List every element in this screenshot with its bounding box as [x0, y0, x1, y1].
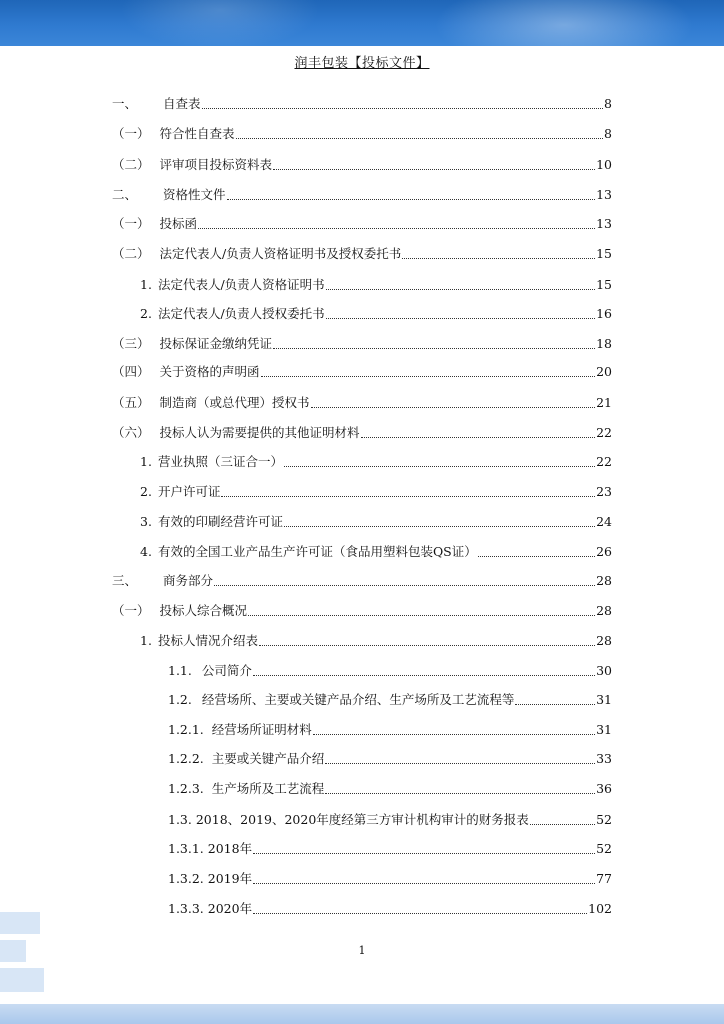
toc-entry-number: 1.2.3.: [168, 781, 204, 796]
toc-entry-number: 2.: [140, 306, 152, 321]
toc-entry-number: （五）: [112, 395, 150, 410]
toc-leader-dots: [284, 526, 595, 527]
toc-entry[interactable]: [140, 277, 612, 293]
toc-leader-dots: [253, 675, 595, 676]
toc-entry-page: 13: [596, 187, 612, 202]
toc-entry-title: 营业执照（三证合一）: [157, 454, 283, 469]
toc-entry-page: 15: [596, 246, 612, 261]
toc-entry-title: 2018、2019、2020年度经第三方审计机构审计的财务报表: [195, 812, 529, 827]
toc-entry-number: 1.2.2.: [168, 751, 204, 766]
toc-entry-number: 1.: [140, 277, 152, 292]
toc-entry[interactable]: [112, 216, 612, 232]
toc-entry-title: 投标人认为需要提供的其他证明材料: [159, 425, 360, 440]
toc-entry-number: 1.3.1.: [168, 841, 204, 856]
toc-entry-title: 经营场所证明材料: [211, 722, 312, 737]
toc-leader-dots: [325, 763, 595, 764]
toc-entry-number: （三）: [112, 336, 150, 351]
toc-entry-title: 符合性自查表: [159, 126, 235, 141]
toc-entry-page: 31: [596, 722, 612, 737]
toc-entry-number: 1.1.: [168, 663, 192, 678]
toc-entry-number: 1.2.1.: [168, 722, 204, 737]
toc-entry-title: 投标人情况介绍表: [157, 633, 258, 648]
toc-entry[interactable]: [168, 901, 612, 917]
toc-entry-page: 26: [596, 544, 612, 559]
toc-entry[interactable]: [168, 722, 612, 738]
toc-leader-dots: [402, 258, 595, 259]
toc-entry[interactable]: [112, 364, 612, 380]
toc-entry-page: 102: [588, 901, 612, 916]
toc-entry[interactable]: [112, 603, 612, 619]
toc-entry[interactable]: [168, 781, 612, 797]
toc-entry-title: 经营场所、主要或关键产品介绍、生产场所及工艺流程等: [201, 692, 515, 707]
toc-entry-number: 4.: [140, 544, 152, 559]
toc-entry-page: 28: [596, 603, 612, 618]
toc-entry-number: 1.3.2.: [168, 871, 204, 886]
toc-entry[interactable]: [140, 306, 612, 322]
toc-entry[interactable]: [112, 425, 612, 441]
toc-entry[interactable]: [112, 336, 612, 352]
toc-entry-number: （一）: [112, 126, 150, 141]
toc-entry-title: 投标人综合概况: [159, 603, 248, 618]
toc-entry-page: 33: [596, 751, 612, 766]
toc-leader-dots: [259, 645, 595, 646]
toc-entry-number: 3.: [140, 514, 152, 529]
toc-entry-title: 投标函: [159, 216, 198, 231]
toc-entry-number: （一）: [112, 603, 150, 618]
toc-entry-page: 77: [596, 871, 612, 886]
toc-entry[interactable]: [140, 454, 612, 470]
toc-entry[interactable]: [168, 812, 612, 828]
toc-entry-number: （二）: [112, 246, 150, 261]
toc-entry-title: 法定代表人/负责人资格证明书: [157, 277, 325, 292]
toc-leader-dots: [515, 704, 595, 705]
toc-entry-number: 2.: [140, 484, 152, 499]
toc-entry-title: 2019年: [207, 871, 253, 886]
toc-entry-number: 三、: [112, 573, 138, 588]
toc-entry[interactable]: [140, 484, 612, 500]
toc-entry-number: （四）: [112, 364, 150, 379]
toc-entry-number: 1.2.: [168, 692, 192, 707]
toc-leader-dots: [361, 437, 596, 438]
toc-entry-title: 主要或关键产品介绍: [211, 751, 325, 766]
toc-entry[interactable]: [112, 96, 612, 112]
toc-entry-page: 28: [596, 573, 612, 588]
toc-entry-page: 22: [596, 454, 612, 469]
toc-leader-dots: [221, 496, 595, 497]
toc-entry-title: 生产场所及工艺流程: [211, 781, 325, 796]
toc-leader-dots: [273, 348, 595, 349]
toc-entry[interactable]: [168, 663, 612, 679]
toc-entry[interactable]: [112, 157, 612, 173]
toc-entry-title: 开户许可证: [157, 484, 221, 499]
toc-entry-number: 二、: [112, 187, 138, 202]
toc-entry-title: 公司简介: [201, 663, 252, 678]
toc-entry[interactable]: [140, 633, 612, 649]
toc-entry-number: 一、: [112, 96, 138, 111]
footer-band: [0, 1004, 724, 1024]
toc-entry-page: 22: [596, 425, 612, 440]
toc-entry-number: （二）: [112, 157, 150, 172]
toc-leader-dots: [326, 289, 595, 290]
toc-entry-title: 制造商（或总代理）授权书: [159, 395, 310, 410]
toc-entry-page: 28: [596, 633, 612, 648]
toc-leader-dots: [236, 138, 604, 139]
toc-leader-dots: [530, 824, 595, 825]
toc-entry-title: 2018年: [207, 841, 253, 856]
toc-entry-title: 2020年: [207, 901, 253, 916]
toc-entry-page: 21: [596, 395, 612, 410]
toc-entry[interactable]: [168, 841, 612, 857]
toc-entry-title: 投标保证金缴纳凭证: [159, 336, 273, 351]
toc-entry-page: 52: [596, 812, 612, 827]
toc-entry-number: 1.: [140, 454, 152, 469]
toc-entry[interactable]: [112, 395, 612, 411]
toc-entry[interactable]: [168, 692, 612, 708]
toc-entry-page: 18: [596, 336, 612, 351]
toc-entry-page: 31: [596, 692, 612, 707]
toc-entry[interactable]: [112, 126, 612, 142]
toc-entry[interactable]: [168, 871, 612, 887]
toc-entry-title: 评审项目投标资料表: [159, 157, 273, 172]
toc-leader-dots: [478, 556, 595, 557]
toc-leader-dots: [198, 228, 595, 229]
toc-entry[interactable]: [168, 751, 612, 767]
toc-entry-page: 52: [596, 841, 612, 856]
toc-leader-dots: [284, 466, 595, 467]
toc-entry-page: 36: [596, 781, 612, 796]
toc-leader-dots: [326, 318, 595, 319]
toc-leader-dots: [313, 734, 595, 735]
toc-leader-dots: [253, 913, 587, 914]
toc-leader-dots: [253, 883, 595, 884]
toc-entry-title: 商务部分: [163, 573, 214, 588]
toc-entry-page: 8: [604, 96, 612, 111]
toc-entry-number: 1.3.3.: [168, 901, 204, 916]
header-banner: [0, 0, 724, 46]
toc-entry-page: 16: [596, 306, 612, 321]
toc-entry-page: 10: [596, 157, 612, 172]
toc-entry[interactable]: [112, 246, 612, 262]
toc-entry-page: 23: [596, 484, 612, 499]
toc-leader-dots: [202, 108, 604, 109]
toc-entry-page: 13: [596, 216, 612, 231]
toc-entry[interactable]: [112, 187, 612, 203]
toc-entry-title: 法定代表人/负责人授权委托书: [157, 306, 325, 321]
toc-entry-title: 法定代表人/负责人资格证明书及授权委托书: [159, 246, 402, 261]
toc-entry-title: 有效的印刷经营许可证: [157, 514, 283, 529]
toc-leader-dots: [227, 199, 596, 200]
toc-entry-number: 1.: [140, 633, 152, 648]
toc-entry-page: 15: [596, 277, 612, 292]
toc-leader-dots: [261, 376, 596, 377]
toc-entry-title: 关于资格的声明函: [159, 364, 260, 379]
banner-highlight: [120, 0, 320, 46]
toc-entry[interactable]: [140, 514, 612, 530]
toc-entry-title: 自查表: [163, 96, 201, 111]
document-title: 润丰包装【投标文件】: [294, 56, 430, 71]
toc-entry-page: 20: [596, 364, 612, 379]
toc-entry-number: （一）: [112, 216, 150, 231]
toc-leader-dots: [214, 585, 595, 586]
toc-entry-number: （六）: [112, 425, 150, 440]
toc-entry-title: 有效的全国工业产品生产许可证（食品用塑料包装QS证）: [157, 544, 477, 559]
toc-entry[interactable]: [140, 544, 612, 560]
toc-entry-page: 24: [596, 514, 612, 529]
toc-entry-page: 30: [596, 663, 612, 678]
toc-leader-dots: [248, 615, 595, 616]
toc-leader-dots: [273, 169, 595, 170]
toc-leader-dots: [253, 853, 595, 854]
banner-highlight: [434, 0, 694, 46]
toc-leader-dots: [325, 793, 595, 794]
toc-entry[interactable]: [112, 573, 612, 589]
page-number: 1: [358, 944, 366, 957]
toc-entry-title: 资格性文件: [163, 187, 226, 202]
toc-entry-page: 8: [604, 126, 612, 141]
toc-entry-number: 1.3.: [168, 812, 192, 827]
toc-leader-dots: [311, 407, 596, 408]
